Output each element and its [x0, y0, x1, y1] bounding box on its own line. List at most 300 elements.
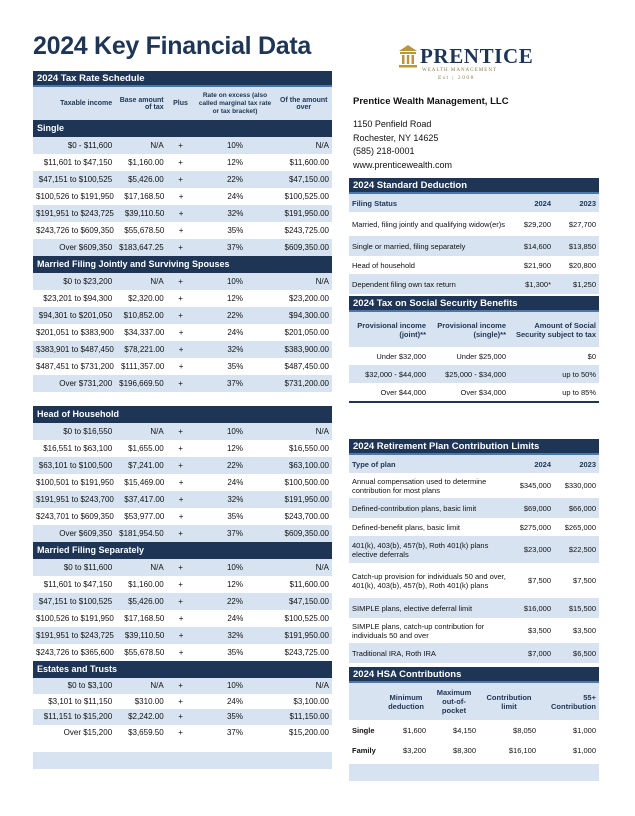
tax-cell: + — [178, 529, 183, 538]
tax-cell: $47,150.00 — [288, 175, 329, 184]
hsa-row — [349, 740, 599, 760]
col-type-of-plan: Type of plan — [352, 459, 396, 469]
std-status: Married, filing jointly and qualifying widow(er)s — [352, 219, 505, 229]
tax-cell: $243,726 to $365,600 — [36, 648, 114, 657]
tax-cell: + — [178, 427, 183, 436]
tax-cell: $5,426.00 — [128, 597, 164, 606]
ret-row — [349, 499, 599, 518]
tax-cell: + — [178, 192, 184, 201]
tax-row — [33, 205, 332, 222]
tax-cell: + — [178, 696, 183, 706]
col-55-plus: 55+ Contribution — [551, 692, 596, 711]
ss-joint: $32,000 - $44,000 — [365, 369, 426, 379]
ss-amount: up to 85% — [562, 387, 596, 397]
ret-plan: Defined-benefit plans, basic limit — [352, 522, 460, 532]
firm-name: Prentice Wealth Management, LLC — [353, 96, 509, 107]
tax-cell: Over $609,350 — [59, 243, 113, 252]
ret-rows — [349, 473, 599, 663]
ret-2024: $7,500 — [528, 576, 551, 585]
std-status: Single or married, filing separately — [352, 241, 466, 251]
tax-cell: $487,450.00 — [284, 362, 329, 371]
logo-subtitle: WEALTH MANAGEMENT — [422, 68, 498, 73]
hsa-55: $1,000 — [573, 745, 596, 755]
tax-cell: + — [178, 478, 184, 487]
tax-row — [33, 559, 332, 576]
tax-cell: $191,951 to $243,725 — [36, 209, 114, 218]
ret-2023: $22,500 — [568, 545, 596, 554]
tax-cell: $383,901 to $487,450 — [36, 345, 114, 354]
tax-cell: $100,500.00 — [284, 478, 329, 487]
hsa-55: $1,000 — [573, 725, 596, 735]
col-2023: 2023 — [579, 459, 596, 469]
tax-cell: 32% — [227, 209, 244, 218]
tax-cell: N/A — [315, 681, 329, 691]
tax-row — [33, 457, 332, 474]
tax-cell: + — [178, 580, 183, 589]
tax-cell: 24% — [227, 192, 244, 201]
col-provisional-joint: Provisional income (joint)** — [357, 320, 426, 339]
address-line: 1150 Penfield Road — [353, 119, 432, 130]
ret-plan: SIMPLE plans, catch-up contribution for individuals 50 and over — [352, 621, 485, 640]
ret-2024: $275,000 — [519, 522, 551, 532]
tax-rate-schedule — [33, 71, 332, 769]
tax-cell: $191,950.00 — [284, 631, 329, 640]
tax-cell: $11,601 to $47,150 — [43, 158, 113, 167]
ss-row — [349, 365, 599, 383]
ret-row — [349, 537, 599, 563]
col-2023: 2023 — [579, 198, 596, 208]
ret-row — [349, 644, 599, 663]
ss-amount: $0 — [587, 351, 596, 361]
ret-plan: Traditional IRA, Roth IRA — [352, 648, 436, 658]
tax-cell: + — [178, 294, 183, 303]
tax-cell: N/A — [315, 563, 329, 572]
std-2023: $27,700 — [568, 219, 596, 229]
tax-cell: $0 to $3,100 — [67, 681, 113, 691]
col-row-label — [349, 700, 383, 704]
tax-cell: $47,151 to $100,525 — [38, 597, 113, 606]
std-2024: $21,900 — [523, 260, 551, 270]
tax-cell: $3,101 to $11,150 — [48, 696, 113, 706]
phone-number: (585) 218-0001 — [353, 146, 415, 157]
tax-cell: Over $731,200 — [59, 379, 113, 388]
col-of-amount-over: Of the amount over — [280, 96, 328, 111]
col-max-oop: Maximum out-of-pocket — [436, 688, 472, 715]
col-2024: 2024 — [534, 198, 551, 208]
tax-section-title: Estates and Trusts — [33, 661, 332, 678]
std-status: Head of household — [352, 260, 415, 270]
tax-row — [33, 171, 332, 188]
hsa-limit: $16,100 — [508, 745, 536, 755]
tax-cell: $100,526 to $191,950 — [36, 614, 114, 623]
tax-cell: 24% — [227, 614, 244, 623]
tax-cell: $11,601 to $47,150 — [43, 580, 113, 589]
tax-cell: 35% — [227, 362, 244, 371]
tax-cell: $3,659.50 — [128, 727, 164, 737]
tax-cell: + — [178, 175, 183, 184]
pillar-icon — [398, 44, 418, 68]
tax-cell: $78,221.00 — [124, 345, 165, 354]
tax-cell: + — [178, 226, 184, 235]
tax-cell: 22% — [226, 461, 243, 470]
tax-cell: 32% — [227, 631, 244, 640]
tax-cell: $2,320.00 — [128, 294, 164, 303]
tax-cell: 12% — [226, 294, 243, 303]
col-filing-status: Filing Status — [352, 198, 397, 208]
col-ss-subject-to-tax: Amount of Social Security subject to tax — [515, 320, 596, 339]
tax-cell: $201,050.00 — [284, 328, 329, 337]
tax-cell: + — [178, 563, 183, 572]
col-provisional-single: Provisional income (single)** — [437, 320, 506, 339]
tax-row — [33, 324, 332, 341]
tax-row — [33, 375, 332, 392]
ss-rows — [349, 347, 599, 401]
ret-plan: SIMPLE plans, elective deferral limit — [352, 603, 473, 613]
tax-cell: Over $609,350 — [59, 529, 113, 538]
tax-cell: N/A — [315, 141, 329, 150]
tax-cell: $63,100.00 — [288, 461, 329, 470]
tax-cell: $37,417.00 — [124, 495, 165, 504]
ret-2024: $345,000 — [519, 481, 551, 490]
tax-cell: $11,600.00 — [289, 158, 329, 167]
tax-cell: $53,977.00 — [124, 512, 165, 521]
tax-cell: $191,950.00 — [284, 495, 329, 504]
tax-row — [33, 222, 332, 239]
tax-row — [33, 593, 332, 610]
tax-row — [33, 709, 332, 725]
tax-cell: $55,678.50 — [124, 648, 165, 657]
tax-cell: N/A — [150, 681, 164, 691]
tax-cell: N/A — [315, 427, 329, 436]
hsa-min: $3,200 — [403, 745, 426, 755]
tax-cell: $243,725.00 — [284, 226, 329, 235]
tax-cell: $191,951 to $243,725 — [36, 631, 114, 640]
tax-row — [33, 239, 332, 256]
tax-cell: + — [178, 362, 184, 371]
tax-cell: + — [178, 681, 183, 691]
tax-cell: $11,151 to $15,200 — [43, 712, 113, 722]
ss-row — [349, 347, 599, 365]
tax-cell: 22% — [226, 597, 243, 606]
tax-cell: 10% — [226, 427, 243, 436]
ret-column-headers — [349, 455, 599, 473]
tax-cell: $0 to $11,600 — [63, 563, 113, 572]
ret-2023: $15,500 — [568, 603, 596, 613]
tax-cell: 12% — [226, 444, 243, 453]
tax-cell: + — [178, 379, 183, 388]
tax-cell: $16,551 to $63,100 — [43, 444, 113, 453]
hsa-table — [349, 667, 599, 781]
tax-cell: 10% — [226, 681, 243, 691]
tax-cell: $7,241.00 — [128, 461, 164, 470]
ret-2024: $16,000 — [523, 603, 551, 613]
tax-cell: 37% — [226, 529, 243, 538]
tax-cell: $191,951 to $243,700 — [36, 495, 114, 504]
tax-sections — [33, 120, 332, 740]
col-contribution-limit: Contribution limit — [486, 692, 532, 711]
tax-cell: + — [178, 141, 183, 150]
ret-row — [349, 518, 599, 537]
ret-table-header: 2024 Retirement Plan Contribution Limits — [349, 439, 599, 455]
tax-cell: $5,426.00 — [128, 175, 164, 184]
tax-cell: + — [178, 712, 183, 722]
contact-block — [353, 95, 509, 172]
ret-2023: $7,500 — [573, 576, 596, 585]
tax-section-title: Married Filing Separately — [33, 542, 332, 559]
tax-cell: + — [178, 243, 183, 252]
tax-cell: 35% — [227, 226, 244, 235]
tax-section-title: Head of Household — [33, 406, 332, 423]
tax-row — [33, 474, 332, 491]
tax-cell: 12% — [226, 158, 243, 167]
ret-2024: $7,000 — [528, 648, 551, 658]
tax-cell: $2,242.00 — [128, 712, 164, 722]
tax-row — [33, 290, 332, 307]
tax-cell: $191,950.00 — [284, 209, 329, 218]
tax-cell: 37% — [226, 727, 243, 737]
ss-single: $25,000 - $34,000 — [445, 369, 506, 379]
col-rate-on-excess: Rate on excess (also called marginal tax rate or tax bracket) — [198, 91, 272, 115]
hsa-rows — [349, 720, 599, 760]
tax-row — [33, 440, 332, 457]
retirement-limits-table — [349, 439, 599, 663]
ss-joint: Over $44,000 — [380, 387, 426, 397]
hsa-label: Family — [352, 745, 376, 755]
tax-cell: $47,150.00 — [288, 597, 329, 606]
tax-cell: + — [178, 158, 183, 167]
ss-single: Under $25,000 — [456, 351, 506, 361]
std-column-headers — [349, 194, 599, 212]
tax-row — [33, 508, 332, 525]
ss-row — [349, 383, 599, 401]
tax-cell: + — [178, 727, 183, 737]
ret-row — [349, 618, 599, 644]
ret-plan: Catch-up provision for individuals 50 and over, 401(k), 403(b), 457(b), Roth 401(k) plans — [352, 571, 506, 590]
ret-2023: $265,000 — [564, 522, 596, 532]
std-2023: $1,250 — [573, 279, 596, 289]
tax-row — [33, 678, 332, 694]
ret-plan: Defined-contribution plans, basic limit — [352, 503, 477, 513]
tax-cell: + — [178, 277, 183, 286]
tax-cell: $100,525.00 — [284, 614, 329, 623]
hsa-max: $4,150 — [453, 725, 476, 735]
tax-cell: + — [178, 614, 184, 623]
tax-section-title: Married Filing Jointly and Surviving Spouses — [33, 256, 332, 273]
tax-cell: + — [178, 597, 183, 606]
col-min-deduction: Minimum deduction — [388, 692, 424, 711]
prentice-logo — [398, 42, 538, 81]
tax-cell: Over $15,200 — [63, 727, 113, 737]
tax-cell: $1,160.00 — [128, 580, 164, 589]
tax-section-title: Single — [33, 120, 332, 137]
tax-cell: + — [178, 631, 184, 640]
tax-cell: $0 to $23,200 — [63, 277, 113, 286]
tax-cell: $731,200.00 — [284, 379, 329, 388]
tax-cell: 24% — [226, 696, 243, 706]
tax-cell: + — [178, 512, 184, 521]
std-row — [349, 237, 599, 256]
tax-cell: $23,200.00 — [288, 294, 329, 303]
tax-cell: $383,900.00 — [284, 345, 329, 354]
tax-row — [33, 610, 332, 627]
ss-joint: Under $32,000 — [376, 351, 426, 361]
tax-cell: N/A — [150, 277, 164, 286]
tax-row — [33, 341, 332, 358]
tax-cell: $55,678.50 — [124, 226, 165, 235]
tax-cell: $39,110.50 — [124, 209, 165, 218]
std-rows — [349, 212, 599, 294]
tax-cell: $100,526 to $191,950 — [36, 192, 114, 201]
col-base-amount: Base amount of tax — [119, 96, 164, 111]
tax-cell: $15,469.00 — [124, 478, 165, 487]
tax-cell: 22% — [226, 175, 243, 184]
tax-row — [33, 627, 332, 644]
ret-2023: $330,000 — [564, 481, 596, 490]
tax-cell: $609,350.00 — [284, 243, 329, 252]
tax-cell: 37% — [226, 379, 243, 388]
col-plus: Plus — [173, 100, 188, 107]
page-title: 2024 Key Financial Data — [33, 32, 311, 60]
hsa-max: $8,300 — [453, 745, 476, 755]
tax-row — [33, 644, 332, 661]
tax-cell: + — [178, 648, 184, 657]
tax-cell: $201,051 to $383,900 — [36, 328, 114, 337]
tax-cell: N/A — [150, 141, 164, 150]
website[interactable]: www.prenticewealth.com — [353, 159, 453, 170]
tax-cell: $181,954.50 — [119, 529, 164, 538]
tax-cell: + — [178, 444, 183, 453]
col-2024: 2024 — [534, 459, 551, 469]
tax-row — [33, 137, 332, 154]
hsa-column-headers — [349, 683, 599, 720]
tax-cell: $183,647.25 — [119, 243, 164, 252]
ret-row — [349, 599, 599, 618]
std-2023: $13,850 — [568, 241, 596, 251]
tax-footer-bar — [33, 752, 332, 769]
tax-cell: $196,669.50 — [119, 379, 164, 388]
city-state-zip: Rochester, NY 14625 — [353, 132, 439, 143]
tax-cell: $17,168.50 — [124, 192, 165, 201]
hsa-min: $1,600 — [403, 725, 426, 735]
ss-single: Over $34,000 — [460, 387, 506, 397]
std-table-header: 2024 Standard Deduction — [349, 178, 599, 194]
tax-cell: $243,701 to $609,350 — [36, 512, 114, 521]
tax-row — [33, 423, 332, 440]
tax-cell: $34,337.00 — [124, 328, 165, 337]
logo-established: Est | 2008 — [438, 75, 475, 81]
social-security-table — [349, 296, 599, 403]
std-2024: $1,300* — [525, 279, 551, 289]
hsa-table-header: 2024 HSA Contributions — [349, 667, 599, 683]
tax-cell: 35% — [226, 712, 243, 722]
tax-cell: $94,301 to $201,050 — [38, 311, 113, 320]
tax-cell: $11,600.00 — [289, 580, 329, 589]
tax-cell: N/A — [150, 563, 164, 572]
tax-cell: $0 to $16,550 — [63, 427, 113, 436]
tax-cell: $243,700.00 — [284, 512, 329, 521]
tax-cell: 37% — [226, 243, 243, 252]
tax-cell: $609,350.00 — [284, 529, 329, 538]
ss-column-headers — [349, 312, 599, 347]
tax-cell: $100,501 to $191,950 — [36, 478, 114, 487]
tax-row — [33, 725, 332, 741]
tax-row — [33, 576, 332, 593]
std-2023: $20,800 — [568, 260, 596, 270]
std-2024: $14,600 — [523, 241, 551, 251]
ret-plan: 401(k), 403(b), 457(b), Roth 401(k) plans elective deferrals — [352, 540, 489, 559]
tax-row — [33, 358, 332, 375]
std-row — [349, 212, 599, 237]
tax-cell: $11,150.00 — [289, 712, 329, 722]
hsa-footer-bar — [349, 764, 599, 781]
std-2024: $29,200 — [523, 219, 551, 229]
hsa-limit: $8,050 — [513, 725, 536, 735]
standard-deduction-table — [349, 178, 599, 294]
ss-table-header: 2024 Tax on Social Security Benefits — [349, 296, 599, 312]
tax-table-header: 2024 Tax Rate Schedule — [33, 71, 332, 87]
logo-wordmark: PRENTICE — [420, 44, 534, 68]
ret-2024: $23,000 — [523, 545, 551, 554]
tax-cell: $100,525.00 — [284, 192, 329, 201]
tax-cell: $10,852.00 — [123, 311, 164, 320]
ret-row — [349, 563, 599, 599]
ss-amount: up to 50% — [562, 369, 596, 379]
tax-cell: $487,451 to $731,200 — [36, 362, 114, 371]
tax-cell: 32% — [227, 345, 244, 354]
tax-cell: $310.00 — [134, 696, 164, 706]
tax-cell: 10% — [226, 277, 243, 286]
ret-2023: $66,000 — [568, 503, 596, 513]
ret-row — [349, 473, 599, 499]
tax-cell: + — [178, 461, 183, 470]
tax-cell: $3,100.00 — [293, 696, 329, 706]
tax-cell: 10% — [226, 563, 243, 572]
tax-cell: $63,101 to $100,500 — [38, 461, 113, 470]
hsa-label: Single — [352, 725, 375, 735]
ret-2023: $3,500 — [573, 626, 596, 635]
tax-cell: 35% — [227, 648, 244, 657]
tax-cell: + — [178, 495, 184, 504]
std-status: Dependent filing own tax return — [352, 279, 456, 289]
tax-row — [33, 154, 332, 171]
tax-cell: $94,300.00 — [288, 311, 329, 320]
tax-cell: $243,725.00 — [284, 648, 329, 657]
tax-cell: $1,655.00 — [128, 444, 164, 453]
tax-row — [33, 188, 332, 205]
tax-cell: $111,357.00 — [120, 362, 165, 371]
tax-cell: + — [178, 209, 184, 218]
tax-cell: $17,168.50 — [124, 614, 165, 623]
tax-cell: 35% — [227, 512, 244, 521]
tax-cell: $23,201 to $94,300 — [43, 294, 113, 303]
tax-row — [33, 694, 332, 710]
tax-cell: + — [178, 311, 183, 320]
hsa-row — [349, 720, 599, 740]
tax-cell: 22% — [226, 311, 243, 320]
tax-cell: $47,151 to $100,525 — [38, 175, 113, 184]
tax-row — [33, 491, 332, 508]
std-row — [349, 275, 599, 294]
tax-row — [33, 525, 332, 542]
tax-cell: 12% — [226, 580, 243, 589]
tax-cell: + — [178, 328, 184, 337]
ret-plan: Annual compensation used to determine contribution for most plans — [352, 476, 487, 495]
tax-row — [33, 273, 332, 290]
tax-cell: $15,200.00 — [288, 727, 329, 737]
tax-cell: + — [178, 345, 184, 354]
tax-cell: 24% — [227, 328, 244, 337]
tax-cell: N/A — [150, 427, 164, 436]
